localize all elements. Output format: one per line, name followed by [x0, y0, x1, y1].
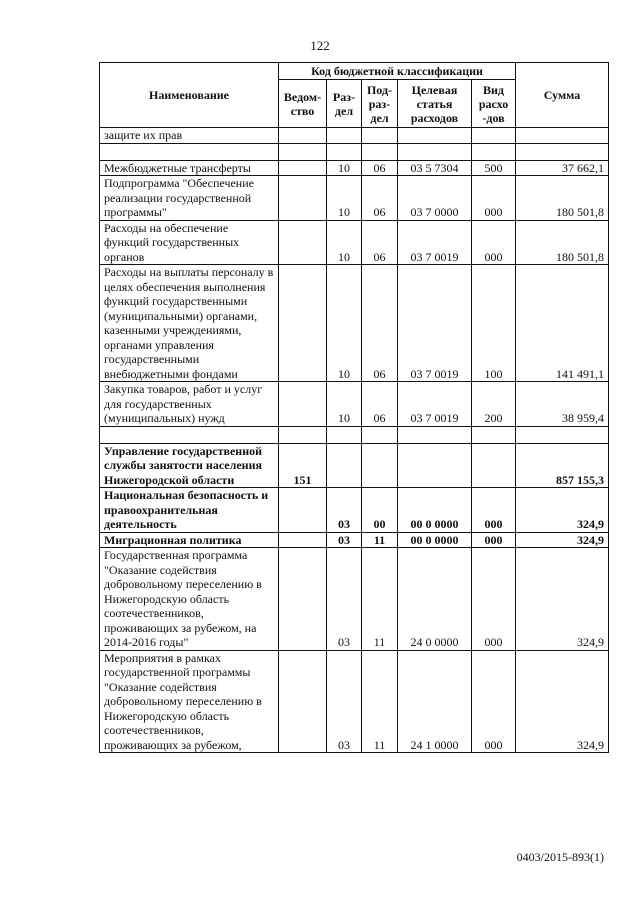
row-target-article: 24 0 0000 [398, 548, 472, 651]
row-podrazdel: 06 [362, 176, 398, 221]
row-name: Государственная программа "Оказание содействия добровольному переселению в Нижегородскую область соотечественников, проживающих за рубежом, на 2014-2016 годы" [100, 548, 279, 651]
row-target-article: 00 0 0000 [398, 532, 472, 548]
row-sum: 180 501,8 [516, 176, 609, 221]
row-podrazdel [362, 143, 398, 160]
row-razdel: 10 [327, 176, 362, 221]
table-row [100, 265, 609, 382]
row-target-article: 03 7 0000 [398, 176, 472, 221]
row-name: Мероприятия в рамках государственной программы "Оказание содействия добровольному переселению в Нижегородскую область соотечественников, проживающих за рубежом, [100, 650, 279, 753]
header-sum: Сумма [516, 63, 609, 128]
document-code: 0403/2015-893(1) [516, 850, 604, 864]
row-sum: 38 959,4 [516, 382, 609, 427]
row-expense-type: 000 [472, 532, 516, 548]
row-razdel: 10 [327, 220, 362, 265]
row-name [100, 426, 279, 443]
row-expense-type: 200 [472, 382, 516, 427]
row-expense-type: 000 [472, 176, 516, 221]
row-podrazdel: 06 [362, 160, 398, 176]
row-expense-type: 500 [472, 160, 516, 176]
row-vedomstvo [279, 176, 327, 221]
table-row [100, 143, 609, 160]
row-target-article: 24 1 0000 [398, 650, 472, 753]
row-name: Закупка товаров, работ и услуг для государственных (муниципальных) нужд [100, 382, 279, 427]
table-row [100, 160, 609, 176]
header-target-article: Целевая статья расходов [398, 80, 472, 128]
row-sum [516, 128, 609, 144]
row-sum: 37 662,1 [516, 160, 609, 176]
row-vedomstvo [279, 220, 327, 265]
row-expense-type: 000 [472, 548, 516, 651]
table-row [100, 176, 609, 221]
row-target-article: 03 7 0019 [398, 265, 472, 382]
row-vedomstvo [279, 548, 327, 651]
row-name [100, 143, 279, 160]
header-vedomstvo: Ведом-ство [279, 80, 327, 128]
row-podrazdel [362, 426, 398, 443]
header-name: Наименование [100, 63, 279, 128]
table-row [100, 220, 609, 265]
row-target-article [398, 143, 472, 160]
table-row [100, 532, 609, 548]
row-vedomstvo [279, 143, 327, 160]
row-expense-type [472, 426, 516, 443]
row-sum: 141 491,1 [516, 265, 609, 382]
row-vedomstvo [279, 382, 327, 427]
row-name: Межбюджетные трансферты [100, 160, 279, 176]
table-body [100, 128, 609, 753]
row-sum [516, 426, 609, 443]
row-podrazdel: 06 [362, 265, 398, 382]
row-vedomstvo [279, 160, 327, 176]
page-number: 122 [310, 38, 330, 53]
table-row [100, 128, 609, 144]
row-podrazdel [362, 128, 398, 144]
row-expense-type [472, 143, 516, 160]
row-vedomstvo [279, 426, 327, 443]
row-expense-type: 100 [472, 265, 516, 382]
row-razdel [327, 128, 362, 144]
row-expense-type: 000 [472, 488, 516, 533]
row-podrazdel [362, 443, 398, 488]
row-name: Управление государственной службы занятости населения Нижегородской области [100, 443, 279, 488]
row-razdel [327, 143, 362, 160]
row-sum: 180 501,8 [516, 220, 609, 265]
row-sum [516, 143, 609, 160]
row-vedomstvo [279, 650, 327, 753]
row-name: Миграционная политика [100, 532, 279, 548]
table-row [100, 548, 609, 651]
row-razdel: 10 [327, 160, 362, 176]
row-target-article: 03 7 0019 [398, 220, 472, 265]
row-vedomstvo [279, 532, 327, 548]
row-razdel: 10 [327, 265, 362, 382]
row-vedomstvo [279, 488, 327, 533]
row-razdel: 03 [327, 650, 362, 753]
row-sum: 324,9 [516, 488, 609, 533]
table-row [100, 443, 609, 488]
table-row [100, 650, 609, 753]
row-expense-type: 000 [472, 650, 516, 753]
row-vedomstvo [279, 265, 327, 382]
header-razdel: Раз-дел [327, 80, 362, 128]
row-podrazdel: 00 [362, 488, 398, 533]
row-expense-type [472, 443, 516, 488]
row-razdel: 03 [327, 548, 362, 651]
row-name: Подпрограмма "Обеспечение реализации государственной программы" [100, 176, 279, 221]
row-razdel: 10 [327, 382, 362, 427]
table-row [100, 426, 609, 443]
row-podrazdel: 11 [362, 650, 398, 753]
table-row [100, 488, 609, 533]
row-sum: 324,9 [516, 532, 609, 548]
header-expense-type: Вид расхо -дов [472, 80, 516, 128]
row-expense-type: 000 [472, 220, 516, 265]
budget-table [99, 62, 609, 753]
row-vedomstvo: 151 [279, 443, 327, 488]
row-razdel [327, 426, 362, 443]
row-podrazdel: 06 [362, 382, 398, 427]
row-podrazdel: 06 [362, 220, 398, 265]
table-row [100, 382, 609, 427]
row-target-article: 00 0 0000 [398, 488, 472, 533]
header-podrazdel: Под-раз-дел [362, 80, 398, 128]
row-expense-type [472, 128, 516, 144]
row-target-article [398, 443, 472, 488]
row-target-article [398, 128, 472, 144]
row-razdel [327, 443, 362, 488]
row-vedomstvo [279, 128, 327, 144]
row-name: защите их прав [100, 128, 279, 144]
row-razdel: 03 [327, 488, 362, 533]
row-podrazdel: 11 [362, 532, 398, 548]
row-sum: 324,9 [516, 548, 609, 651]
row-podrazdel: 11 [362, 548, 398, 651]
row-name: Расходы на выплаты персоналу в целях обеспечения выполнения функций государственными (муниципальными) органами, казенными учреждениями, органами управления государственными внебюджетными фондами [100, 265, 279, 382]
row-target-article: 03 5 7304 [398, 160, 472, 176]
row-razdel: 03 [327, 532, 362, 548]
header-classification-group: Код бюджетной классификации [279, 63, 516, 80]
row-name: Национальная безопасность и правоохранительная деятельность [100, 488, 279, 533]
row-sum: 324,9 [516, 650, 609, 753]
row-name: Расходы на обеспечение функций государственных органов [100, 220, 279, 265]
row-sum: 857 155,3 [516, 443, 609, 488]
row-target-article: 03 7 0019 [398, 382, 472, 427]
row-target-article [398, 426, 472, 443]
